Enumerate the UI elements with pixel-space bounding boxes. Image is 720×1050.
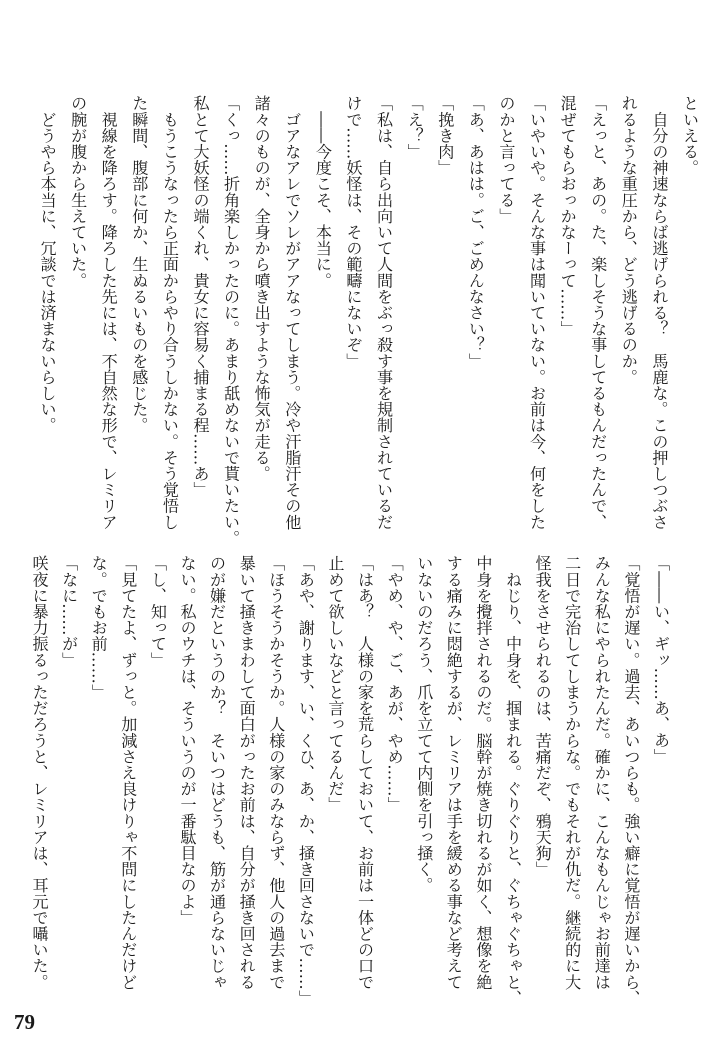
text-line: 「私は、自ら出向いて人間をぶっ殺す事を規制されているだ (374, 95, 394, 530)
text-line: れるような重圧から、どう逃げるのか。 (618, 95, 638, 385)
text-line: どうやら本当に、冗談では済まないらしい。 (37, 95, 57, 434)
text-line: な。でもお前……」 (88, 555, 108, 700)
text-line: 「――い、ギッ……あ、あ」 (651, 555, 670, 765)
text-line: 「はあ？ 人様の家を荒らしておいて、お前は一体どの口で (355, 555, 375, 990)
text-line: 私とて大妖怪の端くれ、貴女に容易く捕まる程……あ」 (190, 95, 210, 498)
text-line: 「くっ……折角楽しかったのに。あまり舐めないで貰いたい。 (221, 95, 241, 546)
text-line: のかと言ってる」 (496, 95, 516, 224)
text-line: 暴いて掻きまわして面白がったお前は、自分が掻き回される (236, 555, 256, 990)
text-line: 「覚悟が遅い。過去、あいつらも。強い癖に覚悟が遅いから、 (621, 555, 641, 1006)
text-line: 自分の神速ならば逃げられる？ 馬鹿な。この押しつぶさ (649, 95, 669, 530)
text-line: 咲夜に暴力振るっただろうと、レミリアは、耳元で囁いた。 (29, 555, 49, 990)
text-line: 諸々のものが、全身から噴き出すような怖気が走る。 (251, 95, 271, 482)
text-line: 「えっと、あの。た、楽しそうな事してるもんだったんで、 (588, 95, 608, 530)
text-line: 「あ、あはは。ご、ごめんなさい？」 (465, 95, 485, 369)
text-line: 「し、知って」 (147, 555, 167, 668)
text-line: する痛みに悶絶するが、レミリアは手を緩める事など考えて (443, 555, 463, 990)
text-line: ない。私のウチは、そういうのが一番駄目なのよ」 (177, 555, 197, 926)
text-line: 視線を降ろす。降ろした先には、不自然な形で、レミリア (98, 95, 118, 530)
text-line: けで……妖怪は、その範疇にないぞ」 (343, 95, 363, 369)
text-line: といえる。 (680, 95, 699, 176)
text-line: た瞬間、腹部に何か、生ぬるいものを感じた。 (129, 95, 149, 434)
text-line: 怪我をさせられるのは、苦痛だぞ、鴉天狗」 (532, 555, 552, 877)
text-line: 「挽き肉」 (435, 95, 455, 176)
text-line: もうこうなったら正面からやり合うしかない。そう覚悟し (159, 95, 179, 530)
text-line: 二日で完治してしまうからな。でもそれが仇だ。継続的に大 (562, 555, 582, 990)
text-line: 「え？」 (404, 95, 424, 160)
text-line: ――今度こそ、本当に。 (312, 95, 332, 289)
text-line: 「なに……が」 (59, 555, 79, 668)
text-line: の腕が腹から生えていた。 (68, 95, 88, 289)
text-line: 中身を攪拌されるのだ。脳幹が焼き切れるが如く、想像を絶 (473, 555, 493, 990)
text-line: みんな私にやられたんだ。確かに、こんなもんじゃお前達は (591, 555, 611, 990)
text-line: 止めて欲しいなどと言ってるんだ」 (325, 555, 345, 813)
text-line: 「あや、謝ります、い、くひ、あ、か、掻き回さないで……」 (295, 555, 315, 1006)
text-line: 「見てたよ、ずっと。加減さえ良けりゃ不問にしたんだけど (118, 555, 138, 990)
text-block-bottom (24, 555, 675, 1006)
text-line: 混ぜてもらおっかなーって……」 (557, 95, 577, 337)
text-line: のが嫌だというのか？ そいつはどうも、筋が通らないじゃ (207, 555, 227, 990)
text-line: 「ほうそうかそうか。人様の家のみならず、他人の過去まで (266, 555, 286, 990)
text-line: いないのだろう、爪を立てて内側を引っ掻く。 (414, 555, 434, 894)
text-line: ゴアなアレでソレがアアなってしまう。冷や汗脂汗その他 (282, 95, 302, 530)
text-line: ねじり、中身を、掴まれる。ぐりぐりと、ぐちゃぐちゃと、 (503, 555, 523, 1006)
text-line: 「やめ、や、ご、あが、やめ……」 (384, 555, 404, 813)
text-block-top (31, 95, 704, 546)
page-number: 79 (14, 1010, 35, 1034)
text-line: 「いやいや。そんな事は聞いていない。お前は今、何をした (527, 95, 547, 530)
